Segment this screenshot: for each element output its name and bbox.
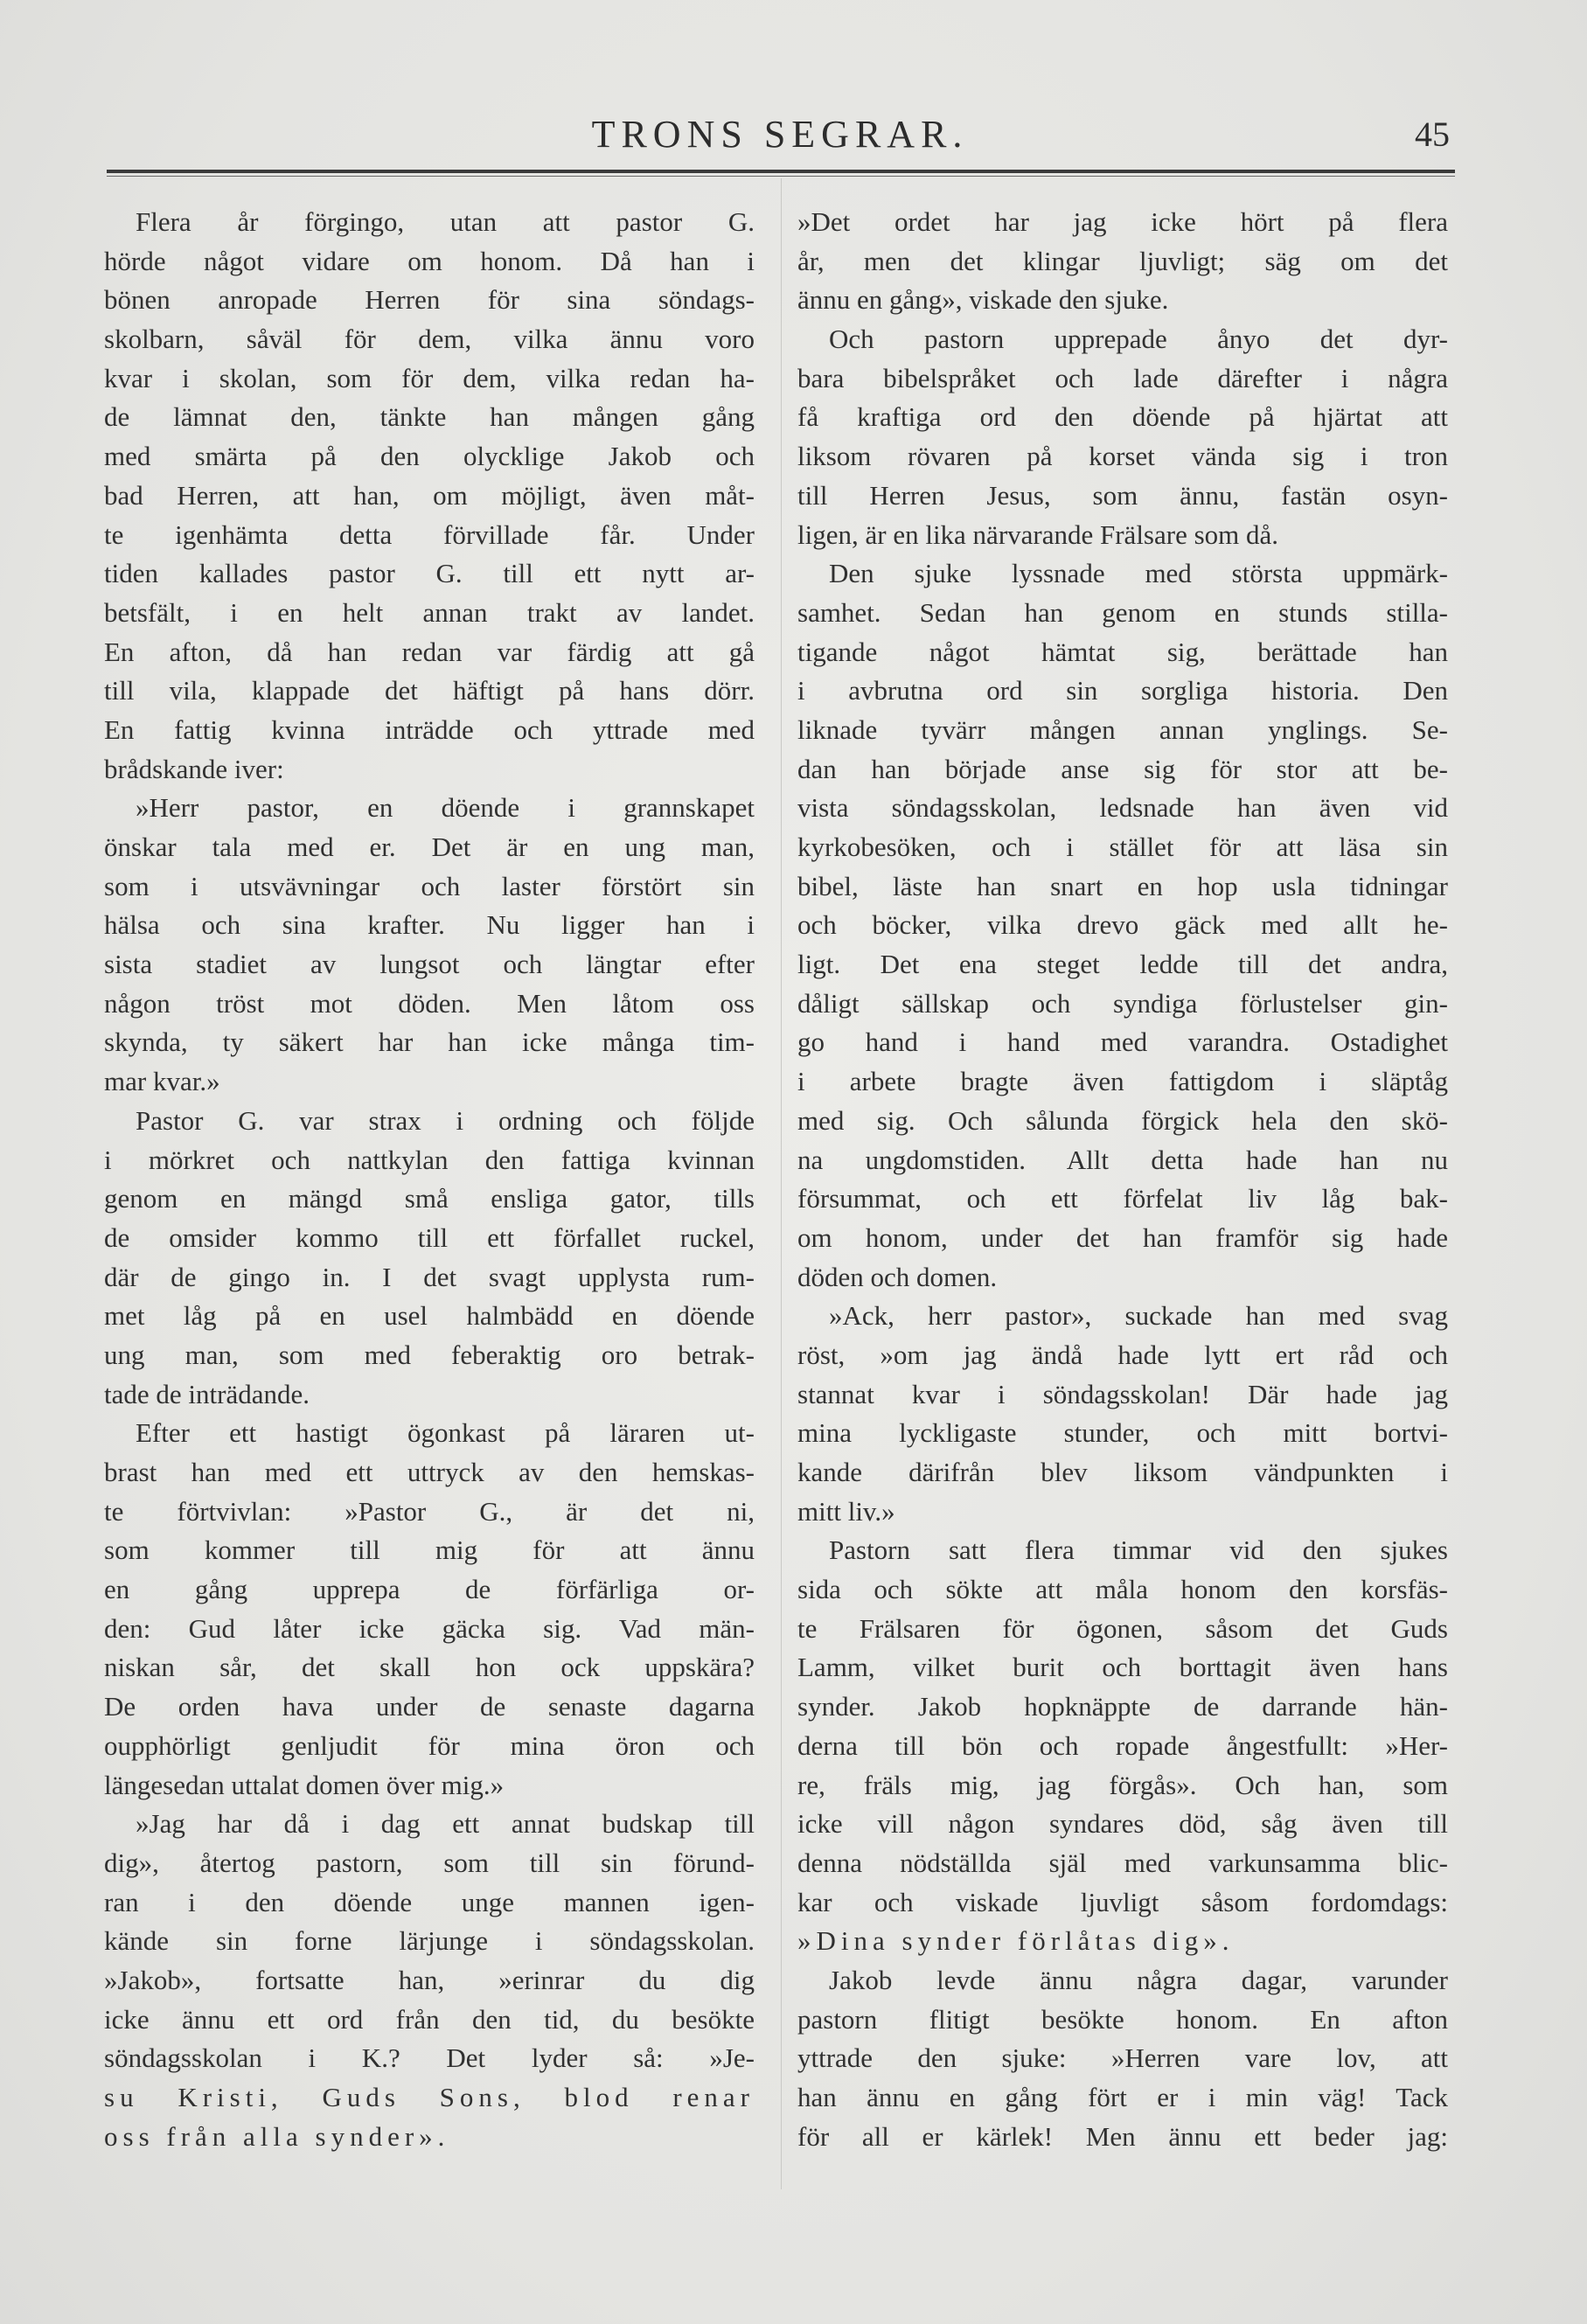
right-column (797, 203, 1448, 2156)
text-line: En afton, då han redan var färdig att gå (104, 636, 755, 667)
text-line: »Jag har då i dag ett annat budskap till (136, 1808, 755, 1840)
text-line: icke ännu ett ord från den tid, du besökte (104, 2003, 755, 2035)
text-line: vista söndagsskolan, ledsnade han även vid (797, 792, 1448, 824)
running-title: TRONS SEGRAR. (591, 113, 969, 156)
header-rule-thin (107, 176, 1455, 177)
text-line: i mörkret och nattkylan den fattiga kvinnan (104, 1144, 755, 1175)
text-line: de omsider kommo till ett förfallet ruckel, (104, 1221, 755, 1253)
text-line: längesedan uttalat domen över mig.» (104, 1769, 505, 1800)
text-line: i arbete bragte även fattigdom i släptåg (797, 1066, 1448, 1097)
text-line: dig», återtog pastorn, som till sin förund- (104, 1847, 755, 1878)
text-line: oss från alla synder». (104, 2120, 450, 2152)
text-line: niskan sår, det skall hon ock uppskära? (104, 1652, 755, 1683)
text-line: bara bibelspråket och lade därefter i några (797, 362, 1448, 393)
text-line: kyrkobesöken, och i stället för att läsa sin (797, 831, 1448, 862)
text-line: kvar i skolan, som för dem, vilka redan ha- (104, 362, 755, 393)
text-line: döden och domen. (797, 1261, 998, 1292)
text-line: till Herren Jesus, som ännu, fastän osyn- (797, 479, 1448, 511)
column-divider (781, 178, 782, 2189)
text-line: »Herr pastor, en döende i grannskapet (136, 792, 755, 824)
text-line: skynda, ty säkert har han icke många tim- (104, 1026, 755, 1058)
text-line: go hand i hand med varandra. Ostadighet (797, 1026, 1448, 1058)
text-line: kande därifrån blev liksom vändpunkten i (797, 1457, 1448, 1487)
text-line: dan han började anse sig för stor att be- (797, 753, 1448, 784)
text-line: te förtvivlan: »Pastor G., är det ni, (104, 1495, 755, 1527)
text-line: skolbarn, såväl för dem, vilka ännu voro (104, 324, 755, 355)
text-line: brådskande iver: (104, 753, 284, 784)
text-line: Efter ett hastigt ögonkast på läraren ut- (136, 1417, 755, 1449)
text-line: Den sjuke lyssnade med största uppmärk- (829, 558, 1448, 589)
text-line: Och pastorn upprepade ånyo det dyr- (829, 324, 1448, 355)
text-line: Pastorn satt flera timmar vid den sjukes (829, 1534, 1448, 1566)
text-line: röst, »om jag ändå hade lytt ert råd och (797, 1339, 1448, 1370)
page-number: 45 (1415, 115, 1450, 154)
text-line: yttrade den sjuke: »Herren vare lov, att (797, 2042, 1448, 2074)
text-line: bibel, läste han snart en hop usla tidningar (797, 870, 1448, 901)
text-line: liknade tyvärr mången annan ynglings. Se- (797, 713, 1448, 745)
text-line: te igenhämta detta förvillade får. Under (104, 518, 755, 550)
text-line: som kommer till mig för att ännu (104, 1534, 755, 1566)
text-line: tigande något hämtat sig, berättade han (797, 636, 1448, 667)
text-line: bad Herren, att han, om möjligt, även måt- (104, 479, 755, 511)
text-line: icke vill någon syndares död, såg även till (797, 1808, 1448, 1840)
text-line: na ungdomstiden. Allt detta hade han nu (797, 1144, 1448, 1175)
text-line: bönen anropade Herren för sina söndags- (104, 284, 755, 316)
text-line: försummat, och ett förfelat liv låg bak- (797, 1183, 1448, 1214)
text-line: »Jakob», fortsatte han, »erinrar du dig (104, 1964, 755, 1995)
text-line: hörde något vidare om honom. Då han i (104, 245, 755, 276)
text-line: han ännu en gång fört er i min väg! Tack (797, 2082, 1448, 2112)
text-line: kar och viskade ljuvligt såsom fordomdags: (797, 1886, 1448, 1917)
text-line: derna till bön och ropade ångestfullt: »Her- (797, 1729, 1448, 1761)
text-line: stannat kvar i söndagsskolan! Där hade jag (797, 1378, 1448, 1409)
text-line: Jakob levde ännu några dagar, varunder (829, 1964, 1448, 1995)
text-line: Flera år förgingo, utan att pastor G. (136, 206, 755, 237)
text-line: ligt. Det ena steget ledde till det andra, (797, 949, 1448, 980)
text-line: söndagsskolan i K.? Det lyder så: »Je- (104, 2042, 755, 2074)
text-line: genom en mängd små ensliga gator, tills (104, 1183, 755, 1214)
text-line: »Dina synder förlåtas dig». (797, 1925, 1235, 1957)
text-line: synder. Jakob hopknäppte de darrande hän- (797, 1691, 1448, 1722)
text-line: En fattig kvinna inträdde och yttrade med (104, 713, 755, 745)
text-line: met låg på en usel halmbädd en döende (104, 1300, 755, 1332)
text-line: sista stadiet av lungsot och längtar efter (104, 949, 755, 980)
text-line: med smärta på den olycklige Jakob och (104, 441, 755, 472)
text-line: ran i den döende unge mannen igen- (104, 1886, 755, 1917)
text-line: brast han med ett uttryck av den hemskas- (104, 1457, 755, 1487)
text-line: dåligt sällskap och syndiga förlustelser gin- (797, 987, 1448, 1019)
text-line: tiden kallades pastor G. till ett nytt ar- (104, 558, 755, 589)
text-line: Lamm, vilket burit och borttagit även hans (797, 1652, 1448, 1683)
left-column (104, 203, 755, 2156)
text-line: år, men det klingar ljuvligt; säg om det (797, 245, 1448, 276)
text-line: betsfält, i en helt annan trakt av landet. (104, 596, 755, 628)
text-line: de lämnat den, tänkte han mången gång (104, 401, 755, 433)
text-line: Pastor G. var strax i ordning och följde (136, 1104, 755, 1136)
text-line: oupphörligt genljudit för mina öron och (104, 1729, 755, 1761)
text-line: mina lyckligaste stunder, och mitt bortvi- (797, 1417, 1448, 1449)
text-line: samhet. Sedan han genom en stunds stilla- (797, 596, 1448, 628)
text-line: »Det ordet har jag icke hört på flera (797, 206, 1448, 237)
text-line: kände sin forne lärjunge i söndagsskolan. (104, 1925, 755, 1957)
text-line: »Ack, herr pastor», suckade han med svag (829, 1300, 1448, 1332)
text-line: hälsa och sina krafter. Nu ligger han i (104, 909, 755, 941)
text-line: någon tröst mot döden. Men låtom oss (104, 987, 755, 1019)
text-line: pastorn flitigt besökte honom. En afton (797, 2003, 1448, 2035)
text-line: för all er kärlek! Men ännu ett beder jag: (797, 2120, 1448, 2152)
text-line: mar kvar.» (104, 1066, 220, 1097)
text-line: ännu en gång», viskade den sjuke. (797, 284, 1169, 316)
text-line: denna nödställda själ med varkunsamma blic- (797, 1847, 1448, 1878)
text-line: te Frälsaren för ögonen, såsom det Guds (797, 1612, 1448, 1644)
text-line: med sig. Och sålunda förgick hela den skö- (797, 1104, 1448, 1136)
text-line: tade de inträdande. (104, 1378, 310, 1409)
text-line: liksom rövaren på korset vända sig i tron (797, 441, 1448, 472)
text-line: ung man, som med feberaktig oro betrak- (104, 1339, 755, 1370)
page-header (107, 112, 1453, 164)
text-line: ligen, är en lika närvarande Frälsare som då. (797, 518, 1279, 550)
text-line: den: Gud låter icke gäcka sig. Vad män- (104, 1612, 755, 1644)
text-line: önskar tala med er. Det är en ung man, (104, 831, 755, 862)
text-line: där de gingo in. I det svagt upplysta rum- (104, 1261, 755, 1292)
text-line: om honom, under det han framför sig hade (797, 1221, 1448, 1253)
text-line: en gång upprepa de förfärliga or- (104, 1574, 755, 1605)
header-rule (107, 170, 1455, 173)
text-line: och böcker, vilka drevo gäck med allt he- (797, 909, 1448, 941)
text-line: som i utsvävningar och laster förstört sin (104, 870, 755, 901)
text-line: mitt liv.» (797, 1495, 895, 1527)
text-line: su Kristi, Guds Sons, blod renar (104, 2082, 755, 2112)
text-line: sida och sökte att måla honom den korsfäs- (797, 1574, 1448, 1605)
text-line: till vila, klappade det häftigt på hans dörr. (104, 675, 755, 706)
text-line: i avbrutna ord sin sorgliga historia. Den (797, 675, 1448, 706)
text-line: De orden hava under de senaste dagarna (104, 1691, 755, 1722)
text-line: få kraftiga ord den döende på hjärtat att (797, 401, 1448, 433)
text-line: re, fräls mig, jag förgås». Och han, som (797, 1769, 1448, 1800)
